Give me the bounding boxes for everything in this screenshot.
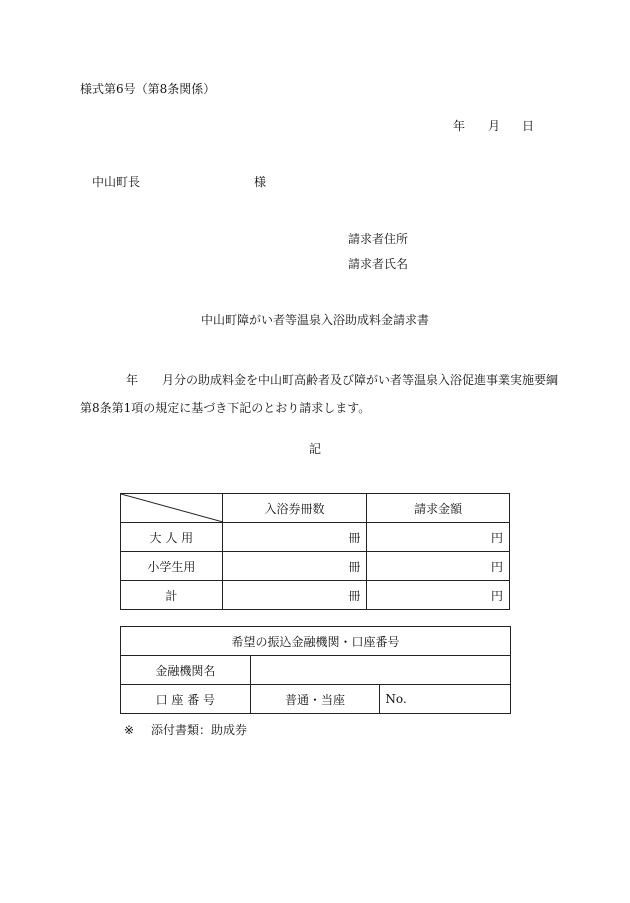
total-amount-cell[interactable]: 円	[367, 581, 510, 610]
table-row	[121, 494, 510, 523]
row-label-total: 計	[121, 581, 223, 610]
adult-count-cell[interactable]: 冊	[222, 523, 367, 552]
adult-amount-cell[interactable]: 円	[367, 523, 510, 552]
addressee-name: 中山町長	[92, 175, 141, 189]
table-row	[121, 627, 511, 656]
date-month-label: 月	[488, 119, 501, 133]
document-title: 中山町障がい者等温泉入浴助成料金請求書	[200, 313, 429, 327]
addressee-honorific: 様	[254, 175, 267, 189]
requester-name-label: 請求者氏名	[348, 257, 409, 271]
header-amount: 請求金額	[367, 494, 510, 523]
bank-table-title: 希望の振込金融機関・口座番号	[121, 627, 511, 656]
form-number: 様式第6号（第8条関係）	[80, 82, 216, 96]
row-label-child: 小学生用	[121, 552, 223, 581]
child-count-cell[interactable]: 冊	[222, 552, 367, 581]
note-text: 添付書類：助成券	[151, 723, 248, 737]
table-row	[121, 656, 511, 685]
row-label-adult: 大 人 用	[121, 523, 223, 552]
account-number-field[interactable]: No.	[380, 685, 511, 714]
table-row	[121, 685, 511, 714]
institution-label: 金融機関名	[121, 656, 251, 685]
requester-address-label: 請求者住所	[348, 232, 409, 246]
ki-heading: 記	[308, 442, 321, 456]
total-count-cell[interactable]: 冊	[222, 581, 367, 610]
header-ticket-count: 入浴券冊数	[222, 494, 367, 523]
table-row	[121, 552, 510, 581]
table-row	[121, 581, 510, 610]
body-line-1: 月分の助成料金を中山町高齢者及び障がい者等温泉入浴促進事業実施要綱	[162, 373, 559, 387]
date-year-label: 年	[453, 119, 466, 133]
account-label: 口 座 番 号	[121, 685, 251, 714]
bank-table	[120, 626, 511, 714]
note-mark: ※	[124, 723, 135, 737]
date-day-label: 日	[522, 119, 535, 133]
body-line-2: 第8条第1項の規定に基づき下記のとおり請求します。	[80, 401, 371, 415]
usage-table	[120, 493, 510, 610]
body-year-label: 年	[126, 373, 139, 387]
table-row	[121, 523, 510, 552]
child-amount-cell[interactable]: 円	[367, 552, 510, 581]
diagonal-header-cell	[121, 494, 223, 523]
account-type-field[interactable]: 普通・当座	[250, 685, 380, 714]
institution-name-field[interactable]	[250, 656, 510, 685]
diagonal-line	[121, 494, 223, 522]
